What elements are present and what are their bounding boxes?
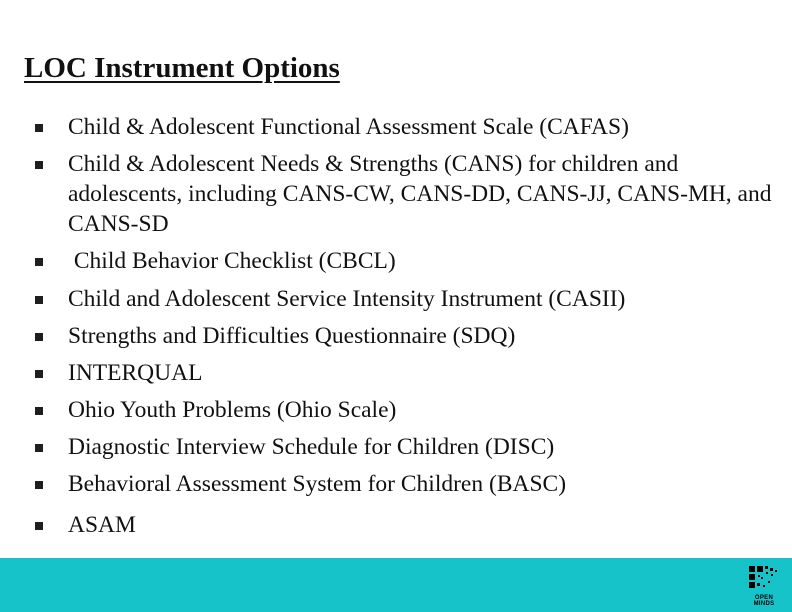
- bullet-text: ASAM: [68, 512, 136, 538]
- square-bullet-icon: [35, 296, 43, 304]
- open-minds-logo: [746, 564, 782, 608]
- bullet-item: [68, 432, 783, 462]
- square-bullet-icon: [35, 333, 43, 341]
- bullet-text: Child and Adolescent Service Intensity Instrument (CASII): [68, 286, 626, 312]
- bullet-item: [68, 469, 783, 499]
- bullet-text: Child & Adolescent Functional Assessment Scale (CAFAS): [68, 114, 629, 140]
- square-bullet-icon: [35, 522, 43, 530]
- square-bullet-icon: [35, 124, 43, 132]
- bullet-text: Diagnostic Interview Schedule for Children (DISC): [68, 434, 555, 460]
- logo-text: OPEN MINDS: [753, 595, 775, 607]
- bullet-text: Child & Adolescent Needs & Strengths (CANS) for children and adolescents, including CANS-CW, CANS-DD, CANS-JJ, CANS-MH, and CANS-SD: [68, 151, 772, 237]
- bullet-text: Child Behavior Checklist (CBCL): [68, 248, 396, 274]
- bullet-item: [68, 510, 783, 540]
- bullet-item: [68, 112, 783, 142]
- square-bullet-icon: [35, 444, 43, 452]
- open-minds-mark-icon: [746, 564, 782, 594]
- bullet-item: [68, 321, 783, 351]
- bullet-text: INTERQUAL: [68, 360, 203, 386]
- square-bullet-icon: [35, 481, 43, 489]
- square-bullet-icon: [35, 407, 43, 415]
- slide-title: LOC Instrument Options: [24, 52, 340, 84]
- square-bullet-icon: [35, 161, 43, 169]
- bullet-item: [68, 395, 783, 425]
- bullet-item: [68, 149, 783, 239]
- bullet-text: Behavioral Assessment System for Children (BASC): [68, 471, 567, 497]
- bullet-text: Strengths and Difficulties Questionnaire (SDQ): [68, 323, 516, 349]
- bullet-item: [68, 284, 783, 314]
- bullet-text: Ohio Youth Problems (Ohio Scale): [68, 397, 397, 423]
- square-bullet-icon: [35, 258, 43, 266]
- bullet-item: [68, 358, 783, 388]
- footer-band: [0, 558, 792, 612]
- bullet-item: [68, 246, 783, 276]
- square-bullet-icon: [35, 370, 43, 378]
